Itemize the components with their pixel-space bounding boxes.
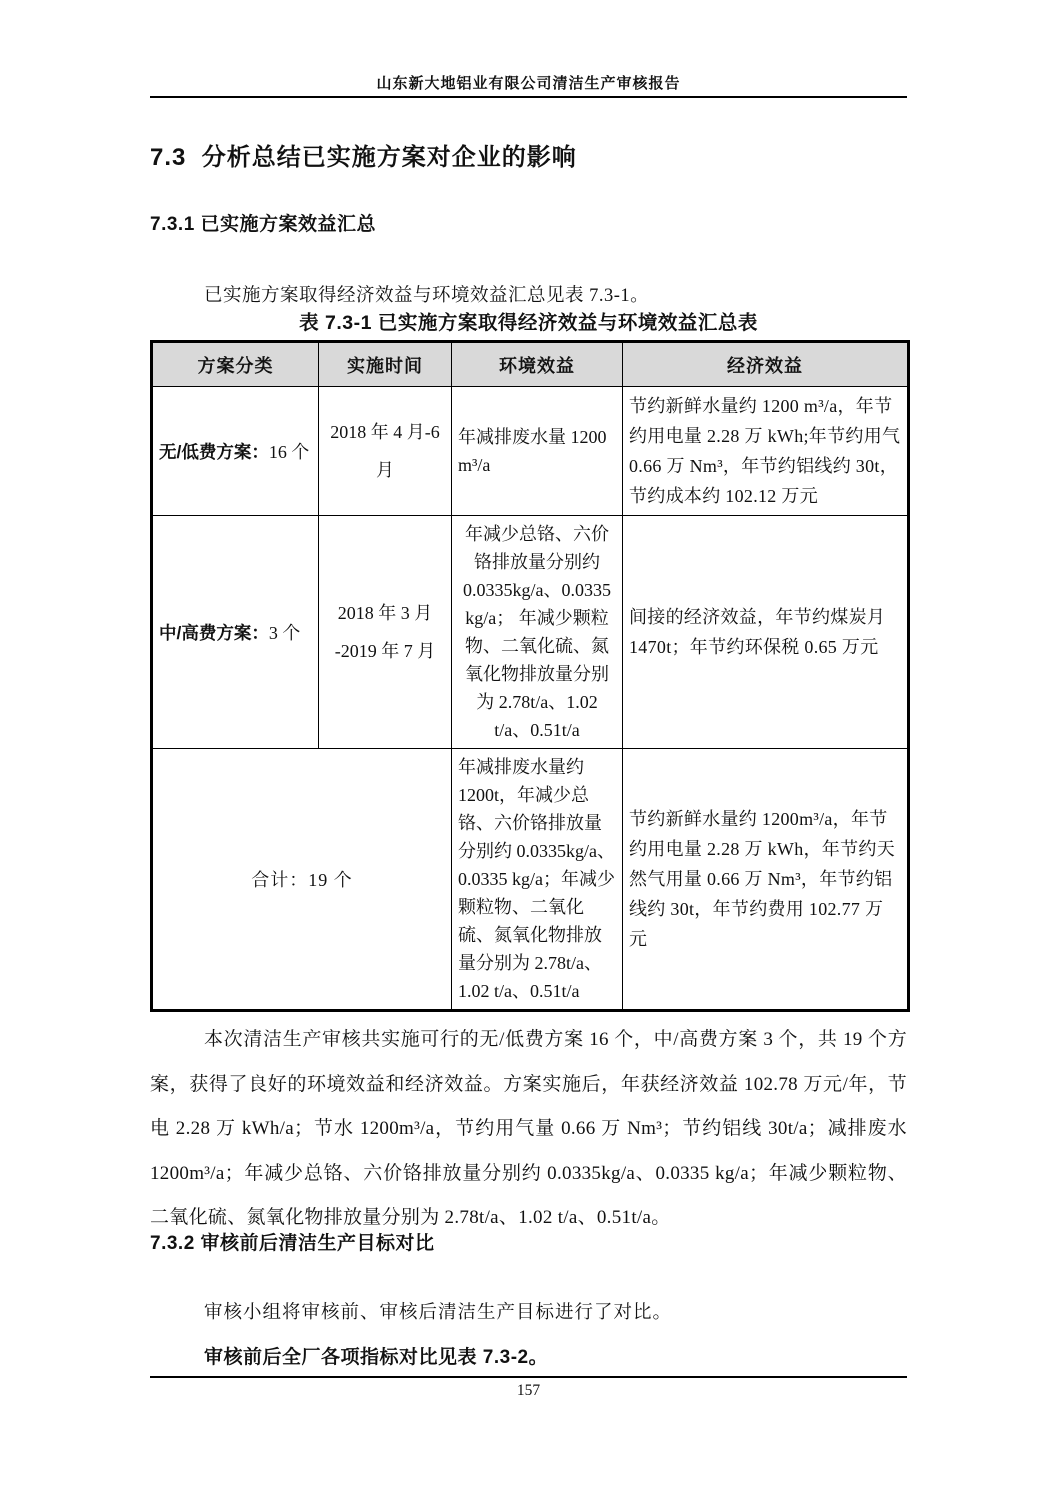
table-row-high-cost bbox=[152, 516, 909, 749]
cell-env-total: 年减排废水量约 1200t，年减少总铬、六价铬排放量分别约 0.0335kg/a、0.0335 kg/a；年减少颗粒物、二氧化硫、氮氧化物排放量分别为 2.78t/a、1.02 t/a、0.51t/a bbox=[452, 749, 623, 1011]
cell-econ-high-cost: 间接的经济效益，年节约煤炭月 1470t；年节约环保税 0.65 万元 bbox=[623, 516, 909, 749]
cell-category-high-cost bbox=[152, 516, 319, 749]
intro-paragraph: 已实施方案取得经济效益与环境效益汇总见表 7.3-1。 bbox=[204, 285, 650, 306]
category-count: 3 个 bbox=[268, 623, 301, 643]
summary-paragraph: 本次清洁生产审核共实施可行的无/低费方案 16 个，中/高费方案 3 个，共 19 个方案，获得了良好的环境效益和经济效益。方案实施后，年获经济效益 102.78 万元/年，节电 2.28 万 kWh/a；节水 1200m³/a，节约用气量 0.66 万 Nm³；节约铝线 30t/a；减排废水 1200m³/a；年减少总铬、六价铬排放量分别约 0.0335kg/a、0.0335 kg/a；年减少颗粒物、二氧化硫、氮氧化物排放量分别为 2.78t/a、1.02 t/a、0.51t/a。 bbox=[150, 1029, 907, 1228]
cell-env-low-cost: 年减排废水量 1200 m³/a bbox=[452, 387, 623, 516]
cell-econ-low-cost: 节约新鲜水量约 1200 m³/a，年节约用电量 2.28 万 kWh;年节约用气 0.66 万 Nm³，年节约铝线约 30t，节约成本约 102.12 万元 bbox=[623, 387, 909, 516]
comparison-paragraph: 审核小组将审核前、审核后清洁生产目标进行了对比。 bbox=[204, 1302, 673, 1323]
cell-time-low-cost: 2018 年 4 月-6 月 bbox=[319, 387, 452, 516]
column-header-category: 方案分类 bbox=[152, 342, 319, 387]
footer-rule bbox=[150, 1376, 907, 1378]
column-header-env-benefit: 环境效益 bbox=[452, 342, 623, 387]
column-header-time: 实施时间 bbox=[319, 342, 452, 387]
page-number: 157 bbox=[516, 1382, 541, 1399]
cell-env-high-cost: 年减少总铬、六价铬排放量分别约 0.0335kg/a、0.0335 kg/a； 年减少颗粒物、二氧化硫、氮氧化物排放量分别为 2.78t/a、1.02 t/a、0.51t/a bbox=[452, 516, 623, 749]
comparison-bold-note: 审核前后全厂各项指标对比见表 7.3-2。 bbox=[204, 1347, 549, 1368]
column-header-econ-benefit: 经济效益 bbox=[623, 342, 909, 387]
table-header-row bbox=[152, 342, 909, 387]
section-7-3-2-title: 7.3.2 审核前后清洁生产目标对比 bbox=[150, 1233, 435, 1254]
cell-econ-total: 节约新鲜水量约 1200m³/a，年节约用电量 2.28 万 kWh，年节约天然气用量 0.66 万 Nm³，年节约铝线约 30t，年节约费用 102.77 万元 bbox=[623, 749, 909, 1011]
benefit-table-container bbox=[150, 340, 910, 1012]
benefit-summary-table bbox=[150, 340, 910, 1012]
category-count: 16 个 bbox=[268, 442, 310, 462]
section-7-3-title: 7.3 分析总结已实施方案对企业的影响 bbox=[150, 144, 577, 171]
category-label: 中/高费方案： bbox=[159, 623, 269, 643]
section-7-3-1-title: 7.3.1 已实施方案效益汇总 bbox=[150, 214, 377, 235]
header-rule bbox=[150, 96, 907, 98]
table-caption: 表 7.3-1 已实施方案取得经济效益与环境效益汇总表 bbox=[299, 312, 758, 334]
table-row-low-cost bbox=[152, 387, 909, 516]
running-header: 山东新大地铝业有限公司清洁生产审核报告 bbox=[376, 76, 681, 92]
cell-total-label: 合计：19 个 bbox=[152, 749, 452, 1011]
cell-category-low-cost bbox=[152, 387, 319, 516]
cell-time-high-cost: 2018 年 3 月 -2019 年 7 月 bbox=[319, 516, 452, 749]
table-row-total bbox=[152, 749, 909, 1011]
category-label: 无/低费方案： bbox=[159, 442, 269, 462]
